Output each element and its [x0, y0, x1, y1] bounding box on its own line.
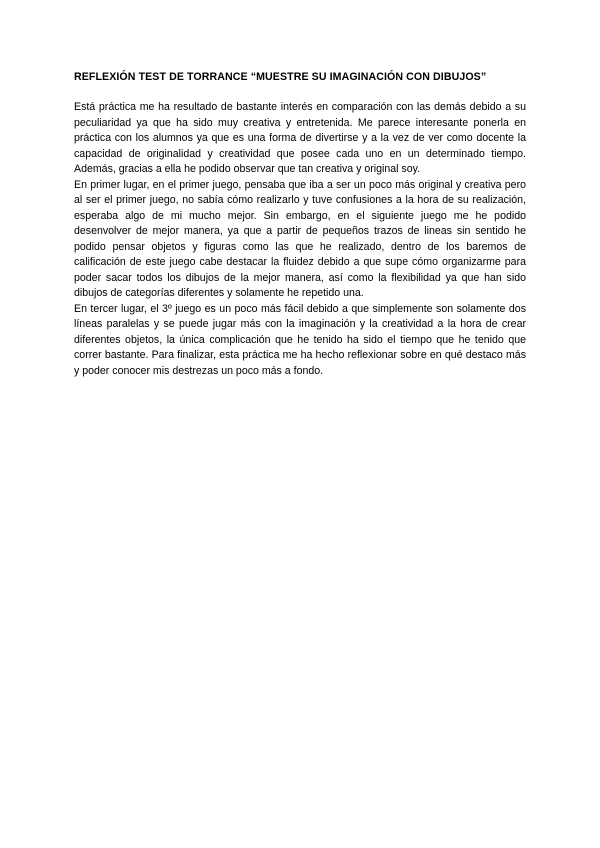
- document-body: [74, 100, 526, 379]
- document-title: REFLEXIÓN TEST DE TORRANCE “MUESTRE SU IMAGINACIÓN CON DIBUJOS”: [74, 71, 487, 83]
- paragraph-1: Está práctica me ha resultado de bastante interés en comparación con las demás debido a su peculiaridad ya que ha sido muy creativa y entretenida. Me parece interesante ponerla en práctica con los alumnos ya que es una forma de divertirse y a la vez de ver como docente la capacidad de originalidad y creatividad que posee cada uno en un determinado tiempo. Además, gracias a ella he podido observar que tan creativa y original soy.: [74, 101, 526, 175]
- paragraph-3: En tercer lugar, el 3º juego es un poco más fácil debido a que simplemente son solamente dos líneas paralelas y se puede jugar más con la imaginación y la creatividad a la hora de crear diferentes objetos, la única complicación que he tenido ha sido el tiempo que he tenido que correr bastante. Para finalizar, esta práctica me ha hecho reflexionar sobre en qué destaco más y poder conocer mis destrezas un poco más a fondo.: [74, 302, 526, 377]
- paragraph-2: En primer lugar, en el primer juego, pensaba que iba a ser un poco más original y creativa pero al ser el primer juego, no sabía cómo realizarlo y tuve confusiones a la hora de su realización, esperaba algo de mi mucho mejor. Sin embargo, en el siguiente juego me he podido desenvolver de mejor manera, ya que a partir de pequeños trazos de lineas sin sentido he podido pensar objetos y figuras como las que he realizado, dentro de los baremos de calificación de este juego cabe destacar la fluidez debido a que supe cómo organizarme para poder sacar todos los dibujos de la mejor manera, así como la flexibilidad ya que han sido dibujos de categorías diferentes y solamente he repetido una.: [74, 178, 526, 299]
